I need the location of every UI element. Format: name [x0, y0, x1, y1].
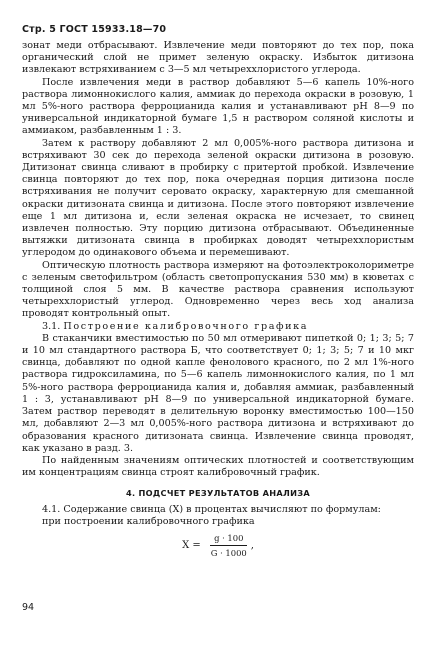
formula-lhs: X =	[182, 539, 201, 551]
formula-denominator: G · 1000	[210, 548, 247, 559]
page-number: 94	[22, 602, 35, 613]
paragraph: После извлечения меди в раствор добавляют 5—6 капель 10%-ного раствора лимоннокислого калия, аммиак до перехода окраски в розовую, 1 мл 5%-ного раствора ферроцианида калия и устанавливают pH 8—9 по универсальной индикаторной бумаге 1,5 н раствором соляной кислоты и аммиаком, разбавленным 1 : 3.	[22, 76, 414, 137]
paragraph: зонат меди отбрасывают. Извлечение меди повторяют до тех пор, пока органический слой не примет зеленую окраску. Избыток дитизона извлекают встряхиванием с 3—5 мл четыреххлористого углерода.	[22, 40, 414, 76]
subsection-title: Построение калибровочного графика	[63, 320, 309, 332]
formula-tail: ,	[250, 539, 254, 551]
formula-numerator: g · 100	[210, 532, 247, 546]
subsection-text: В стаканчики вместимостью по 50 мл отмеривают пипеткой 0; 1; 3; 5; 7 и 10 мл стандартного раствора Б, что соответствует 0; 1; 3; 5; 7 и 10 мкг свинца, добавляют по одной капле фенолового красного, по 2 мл 1%-ного раствора гидроксиламина, по 5—6 капель лимоннокислого калия, по 1 мл 5%-ного раствора ферроцианида калия и, добавляя аммиак, разбавленный 1 : 3, устанавливают pH 8—9 по универсальной индикаторной бумаге. Затем раствор переводят в делительную воронку вместимостью 100—150 мл, добавляют 2—3 мл 0,005%-ного раствора дитизона и встряхивают до образования красного дитизоната свинца. Извлечение свинца проводят, как указано в разд. 3.	[22, 332, 414, 454]
paragraph: По найденным значениям оптических плотностей и соответствующим им концентрациям свинца строят калибровочный график.	[22, 454, 414, 479]
subsection-number: 3.1.	[42, 320, 61, 332]
paragraph: при построении калибровочного графика	[42, 515, 255, 527]
document-body	[22, 40, 414, 559]
section-title: 4. ПОДСЧЕТ РЕЗУЛЬТАТОВ АНАЛИЗА	[125, 488, 311, 499]
page-header: Стр. 5 ГОСТ 15933.18—70	[22, 24, 167, 35]
formula	[22, 532, 414, 559]
paragraph: 4.1. Содержание свинца (X) в процентах вычисляют по формулам:	[42, 503, 381, 515]
subsection-heading	[22, 321, 414, 333]
paragraph: Затем к раствору добавляют 2 мл 0,005%-ного раствора дитизона и встряхивают 30 сек до перехода зеленой окраски дитизона в розовую. Дитизонат свинца сливают в пробирку с притертой пробкой. Извлечение свинца повторяют до тех пор, пока очередная порция дитизона после встряхивания не получит серовато окраску, характерную для смешанной окраски дитизоната свинца и дитизона. После этого повторяют извлечение еще 1 мл дитизона и, если зеленая окраска не исчезает, то свинец извлечен полностью. Эту порцию дитизона отбрасывают. Объединенные вытяжки дитизоната свинца в пробирках доводят четыреххлористым углеродом до одинакового объема и перемешивают.	[22, 137, 414, 259]
formula-fraction	[207, 532, 251, 559]
paragraph: Оптическую плотность раствора измеряют на фотоэлектроколориметре с зеленым светофильтром (область светопропускания 530 мм) в кюветах с толщиной слоя 5 мм. В качестве раствора сравнения используют четыреххлористый углерод. Одновременно через весь ход анализа проводят контрольный опыт.	[22, 259, 414, 320]
